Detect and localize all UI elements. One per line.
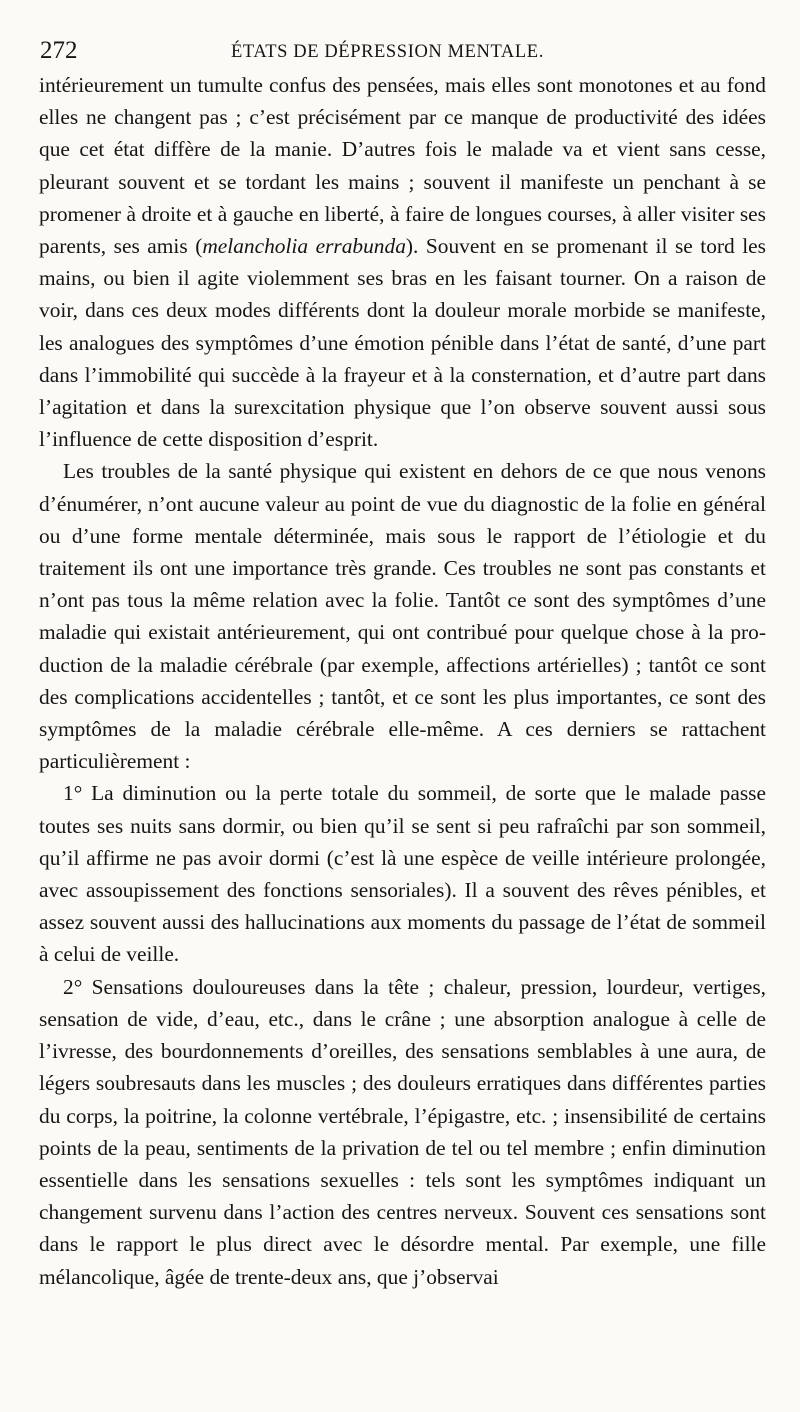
paragraph-continuation xyxy=(39,69,766,455)
running-head: ÉTATS DE DÉPRESSION MENTALE. xyxy=(231,42,544,62)
paragraph-text-after-italic: ). Souvent en se promenant il se tord les mains, ou bien il agite violemment ses bras en les faisant tourner. On a raison de voir, dans ces deux modes différents dont la douleur morale morbide se manifeste, les analogues des symptômes d’une émotion pénible dans l’état de santé, d’une part dans l’immobilité qui succède à la frayeur et à la consternation, et d’autre part dans l’agitation et dans la surexcitation physique que l’on observe souvent aussi sous l’influence de cette disposition d’esprit. xyxy=(39,234,767,452)
body-text xyxy=(39,69,766,1293)
paragraph-text-before-italic: intérieurement un tumulte confus des pensées, mais elles sont monotones et au fond elles ne changent pas ; c’est précisément par ce manque de productivité des idées que cet état diffère de la manie. D’autres fois le malade va et vient sans cesse, pleurant souvent et se tordant les mains ; souvent il manifeste un penchant à se promener à droite et à gauche en liberté, à faire de longues courses, à aller visiter ses parents, ses amis ( xyxy=(39,73,766,259)
paragraph-physical-troubles: Les troubles de la santé physique qui existent en dehors de ce que nous venons d’énumérer, n’ont aucune valeur au point de vue du diagnostic de la folie en général ou d’une forme mentale déterminée, mais sous le rapport de l’étiologie et du traitement ils ont une importance très grande. Ces troubles ne sont pas constants et n’ont pas tous la même relation avec la folie. Tantôt ce sont des symptômes d’une maladie qui existait antérieurement, qui ont contribué pour quelque chose à la production de la maladie cérébrale (par exemple, affections artérielles) ; tantôt ce sont des complications accidentelles ; tantôt, et ce sont les plus importantes, ce sont des symptômes de la maladie cérébrale elle-même. A ces derniers se rattachent particulièrement : xyxy=(39,459,766,774)
paragraph-sleep: 1° La diminution ou la perte totale du sommeil, de sorte que le malade passe toutes ses nuits sans dormir, ou bien qu’il se sent si peu rafraîchi par son sommeil, qu’il affirme ne pas avoir dormi (c’est là une espèce de veille intérieure prolongée, avec assoupissement des fonctions sensoriales). Il a souvent des rêves pénibles, et assez souvent aussi des hallucinations aux moments du passage de l’état de sommeil à celui de veille. xyxy=(39,781,766,967)
paragraph-sensations: 2° Sensations douloureuses dans la tête ; chaleur, pression, lourdeur, vertiges, sensation de vide, d’eau, etc., dans le crâne ; une absorption analogue à celle de l’ivresse, des bourdonnements d’oreilles, des sensations semblables à une aura, de légers soubresauts dans les muscles ; des douleurs erratiques dans différentes parties du corps, la poitrine, la colonne vertébrale, l’épigastre, etc. ; insensibilité de certains points de la peau, sentiments de la privation de tel ou tel membre ; enfin diminution essentielle dans les sensations sexuelles : tels sont les symptômes indiquant un changement survenu dans l’action des centres nerveux. Souvent ces sensations sont dans le rapport le plus direct avec le désordre mental. Par exemple, une fille mélancolique, âgée de trente-deux ans, que j’observai xyxy=(39,974,766,1289)
italic-term: melancholia errabunda xyxy=(202,234,406,259)
page-header xyxy=(39,34,766,68)
page-number: 272 xyxy=(40,37,78,64)
